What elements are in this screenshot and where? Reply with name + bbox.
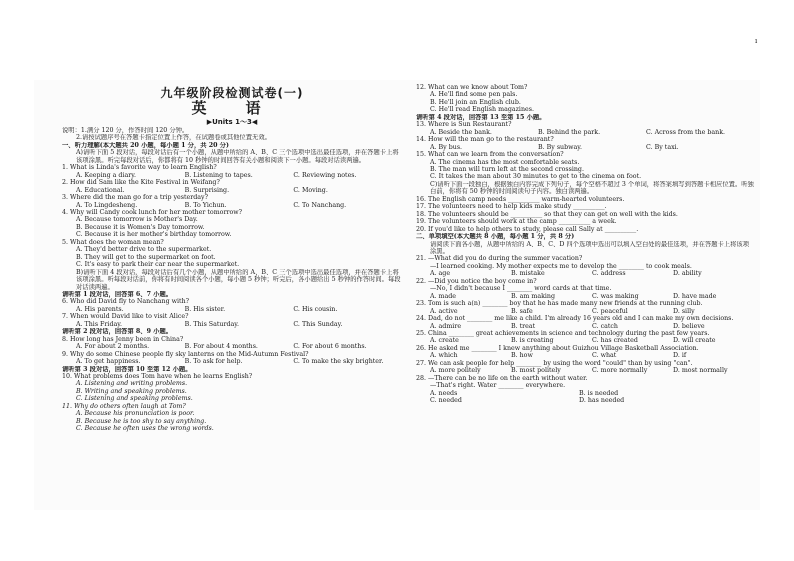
option: A. active [430,307,458,315]
exam-subject: 英 语 [191,99,273,117]
question-stem: 8. How long has Jenny been in China? [62,335,184,343]
option: C. His cousin. [293,305,338,313]
question-stem: 1. What is Linda's favorite way to learn English? [62,164,217,172]
option: B. is needed [579,389,619,397]
option: C. It's easy to park their car near the supermarket. [76,261,240,269]
question-stem: 2. How did Sam like the Kite Festival in Weifang? [62,179,220,187]
question-stem: 27. We can ask people for help ________ by using the word "could" than by using "can". [416,359,693,367]
option: A. which [430,352,458,360]
option-row [416,129,754,136]
option: C. what [592,352,617,360]
option: A. needs [430,389,458,397]
option: B. treat [511,322,536,330]
option: D. have made [673,292,717,300]
option: B. He'll join an English club. [430,98,521,106]
option: C. For about 6 months. [293,343,367,351]
listening-cue: 请听第 3 段对话，回答第 10 至第 12 小题。 [62,365,192,373]
question-stem: 11. Why do others often laugh at Tom? [62,402,186,410]
option-row [416,390,754,397]
option-row [62,306,402,313]
option: A. more politely [430,367,481,375]
option: A. Keeping a diary. [76,171,136,179]
option: D. ability [673,270,702,278]
right-column [416,84,754,404]
option: A. His parents. [76,305,124,313]
option: A. The cinema has the most comfortable seats. [430,158,580,166]
question-stem: 24. Dad, do not ________ me like a child. I'm already 16 years old and I can make my own decisions. [416,315,734,323]
corner-mark: ı [755,37,758,45]
option-row [416,144,754,151]
option-row [62,343,402,350]
option: C. catch [592,322,618,330]
option: A. To Lingdesheng. [76,201,138,209]
option: C. Listening and speaking problems. [76,395,193,403]
section-b-instruction: B)请听下面 4 段对话，每段对话后有几个小题，从题中所给的 A、B、C 三个选项中选出最佳选项，并在答题卡上将该项涂黑。听每段对话前，你将有时间阅读各个小题，每小题 5 秒钟；听完后，各小题给出 5 秒钟的作答时间。每段对话读两遍。 [76,268,401,291]
option-row [416,352,754,359]
question-stem: 23. Tom is such a(n) ________ boy that he has made many new friends at the running club. [416,300,703,308]
option: C. Moving. [293,186,328,194]
option: A. Educational. [76,186,125,194]
question-stem: 28. —There can be no life on the earth without water. [416,374,588,382]
option: A. This Friday. [76,320,122,328]
option: B. To ask for help. [184,358,243,366]
option-row [416,308,754,315]
fill-in-item: 20. If you'd like to help others to study, please call Sally at __________. [416,225,639,233]
option: A. Listening and writing problems. [76,380,188,388]
question-stem: 14. How will the man go to the restaurant? [416,136,554,144]
option: B. Behind the park. [538,128,601,136]
option: A. Beside the bank. [430,128,492,136]
question-stem: —That's right. Water ________ everywhere. [430,382,566,390]
option-row [416,367,754,374]
fill-in-item: 19. The volunteers should work at the camp __________ a week. [416,218,617,226]
option: C. By taxi. [646,143,679,151]
option: D. believe [673,322,705,330]
option: B. Listening to tapes. [184,171,253,179]
question-stem: 26. He asked me ________ I knew anything about Guizhou Village Basketball Association. [416,344,699,352]
part1-heading: 一、听力理解(本大题共 20 小题，每小题 1 分，共 20 分) [62,141,229,149]
question-stem: 15. What can we learn from the conversation? [416,151,564,159]
fill-in-item: 18. The volunteers should be __________ so that they can get on well with the kids. [416,210,678,218]
option: B. The man will turn left at the second crossing. [430,165,584,173]
option: A. admire [430,322,462,330]
question-stem: 4. Why will Candy cook lunch for her mother tomorrow? [62,208,243,216]
option: A. made [430,292,457,300]
option: A. age [430,270,451,278]
option-row [62,358,402,365]
section-c-instruction: C)请听下面一段独白，根据独白内容完成下列句子，每个空格不超过 3 个单词，将答案填写到答题卡相应位置。听独白前，你将有 50 秒钟的时间阅读句子内容。独白读两遍。 [430,180,754,196]
option: A. create [430,337,459,345]
listening-cue: 请听第 2 段对话，回答第 8、9 小题。 [62,328,173,336]
option: A. To get happiness. [76,358,141,366]
question-stem: 21. —What did you do during the summer vacation? [416,255,583,263]
option-row [62,172,402,179]
option: C. Across from the bank. [646,128,726,136]
question-stem: 5. What does the woman mean? [62,238,164,246]
option: D. will create [673,337,716,345]
option-row [62,202,402,209]
option: C. To make the sky brighter. [293,358,384,366]
option: B. Surprising. [184,186,230,194]
option: A. For about 2 months. [76,343,150,351]
option: B. For about 4 months. [184,343,258,351]
option: B. is creating [511,337,554,345]
option: C. needed [430,397,462,405]
option: D. if [673,352,687,360]
option: C. Because it is her mother's birthday tomorrow. [76,231,232,239]
option-row [416,270,754,277]
option: C. He'll read English magazines. [430,106,534,114]
option-row [416,337,754,344]
option: A. By bus. [430,143,463,151]
option-row [416,293,754,300]
option: C. address [592,270,626,278]
instruction-line: 2.请按试题序号在答题卡指定位置上作答，在试题卷或其他位置无效。 [76,134,271,142]
option: C. was making [592,292,639,300]
option: C. It takes the man about 30 minutes to get to the cinema on foot. [430,173,642,181]
option: B. Writing and speaking problems. [76,387,187,395]
option-row [62,187,402,194]
option: B. am making [511,292,555,300]
option: C. Reviewing notes. [293,171,357,179]
option: A. Because his pronunciation is poor. [76,410,195,418]
option-row [416,323,754,330]
left-column [62,86,402,433]
option: D. silly [673,307,695,315]
option: B. To Yichun. [184,201,227,209]
part2-instruction: 请阅读下面各小题，从题中所给的 A、B、C、D 四个选项中选出可以填入空白处的最佳选项，并在答题卡上将该项涂黑。 [430,240,749,255]
question-stem: —I learned cooking. My mother expects me to develop the ________ to cook meals. [430,262,692,270]
part2-heading: 二、单项填空(本大题共 8 小题，每小题 1 分，共 8 分) [416,233,575,241]
option: B. Because he is too shy to say anything. [76,417,207,425]
option: B. His sister. [184,305,226,313]
option: A. Because tomorrow is Mother's Day. [76,216,198,224]
option: C. has created [592,337,638,345]
question-stem: 7. When would David like to visit Alice? [62,313,189,321]
exam-title: 九年级阶段检测试卷(一) [160,86,304,100]
listening-cue: 请听第 4 段对话，回答第 13 至第 15 小题。 [416,113,546,121]
option: C. This Sunday. [293,320,343,328]
option: C. peaceful [592,307,628,315]
option: A. He'll find some pen pals. [430,91,518,99]
question-stem: 10. What problems does Tom have when he learns English? [62,372,253,380]
listening-cue: 请听第 1 段对话，回答第 6、7 小题。 [62,290,173,298]
fill-in-item: 16. The English camp needs __________ warm-hearted volunteers. [416,195,625,203]
question-stem: 25. China ________ great achievements in science and technology during the past few years. [416,329,710,337]
question-stem: 9. Why do some Chinese people fly sky lanterns on the Mid-Autumn Festival? [62,350,309,358]
option: D. has needed [579,397,625,405]
fill-in-item: 17. The volunteers need to help kids make study __________. [416,203,607,211]
option-row [416,397,754,404]
question-stem: 13. Where is Sun Restaurant? [416,121,512,129]
section-a-instruction: A)请听下面 5 段对话，每段对话后有一个小题，从题中所给的 A、B、C 三个选项中选出最佳选项，并在答题卡上将该项涂黑。听完每段对话后，你都将有 10 秒钟的时间回答有关小题和阅读下一小题。每段对话读两遍。 [76,149,399,164]
option: B. This Saturday. [184,320,239,328]
option: B. most politely [511,367,561,375]
option: B. They will get to the supermarket on foot. [76,253,216,261]
question-stem: 3. Where did the man go for a trip yesterday? [62,194,208,202]
option: C. To Nanchang. [293,201,347,209]
instruction-line: 说明：1.满分 120 分，作答时间 120 分钟。 [62,127,189,134]
question-stem: 22. —Did you notice the boy come in? [416,277,537,285]
exam-units: ▶Units 1～3◀ [206,118,258,126]
option: B. how [511,352,533,360]
option: D. most normally [673,367,728,375]
option-row [62,321,402,328]
option: B. mistake [511,270,545,278]
option: A. They'd better drive to the supermarket. [76,246,212,254]
question-stem: 12. What can we know about Tom? [416,84,528,91]
option: C. more normally [592,367,648,375]
question-stem: 6. Who did David fly to Nanchang with? [62,298,190,306]
option: B. By subway. [538,143,583,151]
option: B. safe [511,307,533,315]
exam-title-block [62,86,402,127]
option: B. Because it is Women's Day tomorrow. [76,223,205,231]
question-stem: —No, I didn't because I ________ word cards at that time. [430,285,612,293]
option: C. Because he often uses the wrong words. [76,425,214,433]
